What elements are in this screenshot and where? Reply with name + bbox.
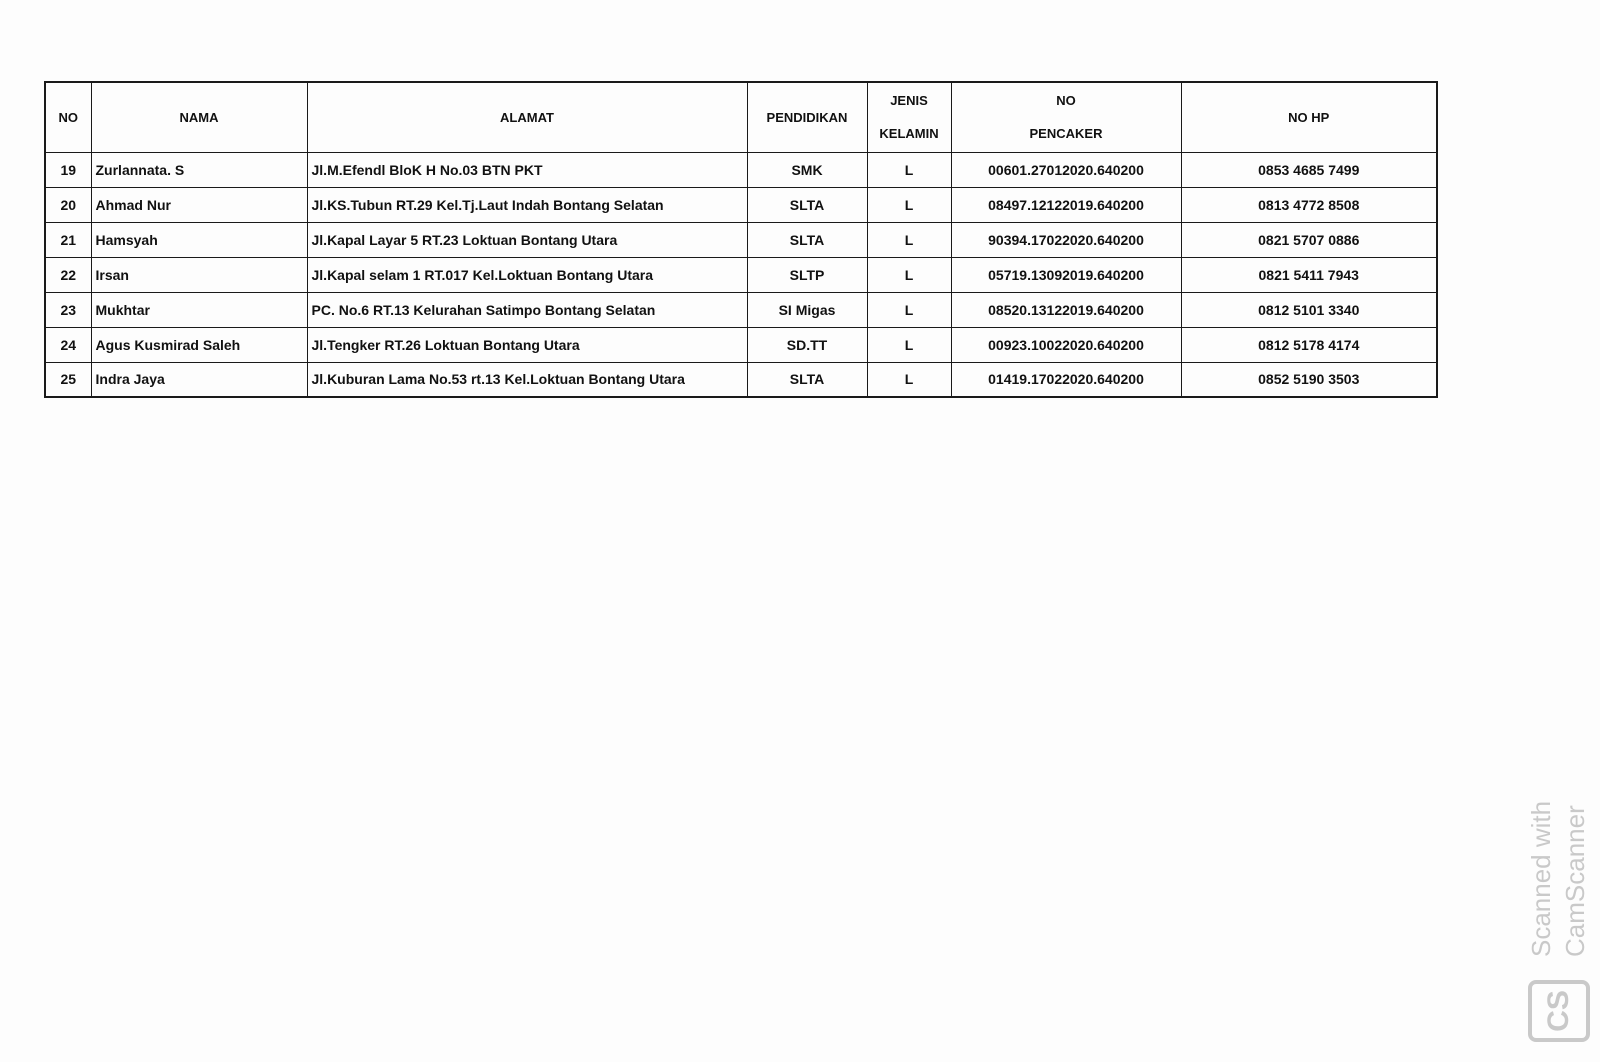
cell-no-pencaker: 08520.13122019.640200 (951, 292, 1181, 327)
applicant-table (44, 81, 1438, 398)
cell-jenis-kelamin: L (867, 362, 951, 397)
cell-no-pencaker: 01419.17022020.640200 (951, 362, 1181, 397)
cell-no-pencaker: 05719.13092019.640200 (951, 257, 1181, 292)
cell-no-pencaker: 90394.17022020.640200 (951, 222, 1181, 257)
cell-alamat: Jl.KS.Tubun RT.29 Kel.Tj.Laut Indah Bontang Selatan (307, 187, 747, 222)
cell-no: 25 (45, 362, 91, 397)
cell-no-pencaker: 00923.10022020.640200 (951, 327, 1181, 362)
cell-no-pencaker: 00601.27012020.640200 (951, 152, 1181, 187)
cell-no: 19 (45, 152, 91, 187)
table-row (45, 362, 1437, 397)
cell-no: 20 (45, 187, 91, 222)
table-row (45, 327, 1437, 362)
header-pendidikan: PENDIDIKAN (747, 82, 867, 152)
table-row (45, 152, 1437, 187)
cell-pendidikan: SLTA (747, 187, 867, 222)
header-no-hp: NO HP (1181, 82, 1437, 152)
cell-pendidikan: SMK (747, 152, 867, 187)
cell-no-hp: 0812 5101 3340 (1181, 292, 1437, 327)
header-nama: NAMA (91, 82, 307, 152)
cell-nama: Hamsyah (91, 222, 307, 257)
cell-alamat: Jl.Tengker RT.26 Loktuan Bontang Utara (307, 327, 747, 362)
cell-no-hp: 0821 5411 7943 (1181, 257, 1437, 292)
cell-nama: Ahmad Nur (91, 187, 307, 222)
cell-nama: Mukhtar (91, 292, 307, 327)
cell-nama: Indra Jaya (91, 362, 307, 397)
cell-alamat: Jl.Kapal Layar 5 RT.23 Loktuan Bontang Utara (307, 222, 747, 257)
cell-pendidikan: SD.TT (747, 327, 867, 362)
cell-jenis-kelamin: L (867, 292, 951, 327)
cell-no: 21 (45, 222, 91, 257)
cell-jenis-kelamin: L (867, 327, 951, 362)
header-jenis-kelamin (867, 82, 951, 152)
watermark-line1: Scanned with (1526, 800, 1556, 957)
cell-nama: Zurlannata. S (91, 152, 307, 187)
cell-no-hp: 0821 5707 0886 (1181, 222, 1437, 257)
header-alamat: ALAMAT (307, 82, 747, 152)
cell-no-hp: 0853 4685 7499 (1181, 152, 1437, 187)
cell-nama: Agus Kusmirad Saleh (91, 327, 307, 362)
header-no-pencaker-line2: PENCAKER (1029, 126, 1103, 142)
cell-alamat: PC. No.6 RT.13 Kelurahan Satimpo Bontang Selatan (307, 292, 747, 327)
table-row (45, 187, 1437, 222)
camscanner-watermark (1518, 767, 1596, 1042)
cell-jenis-kelamin: L (867, 187, 951, 222)
header-no-pencaker (951, 82, 1181, 152)
cell-no: 22 (45, 257, 91, 292)
cell-no-pencaker: 08497.12122019.640200 (951, 187, 1181, 222)
cell-pendidikan: SLTA (747, 362, 867, 397)
header-no-pencaker-line1: NO (1056, 93, 1076, 109)
header-no: NO (45, 82, 91, 152)
table-row (45, 257, 1437, 292)
cell-no-hp: 0852 5190 3503 (1181, 362, 1437, 397)
cell-no: 24 (45, 327, 91, 362)
cell-pendidikan: SI Migas (747, 292, 867, 327)
cell-no: 23 (45, 292, 91, 327)
cell-alamat: Jl.Kuburan Lama No.53 rt.13 Kel.Loktuan Bontang Utara (307, 362, 747, 397)
header-jenis-kelamin-line2: KELAMIN (879, 126, 939, 142)
cell-pendidikan: SLTP (747, 257, 867, 292)
cell-jenis-kelamin: L (867, 222, 951, 257)
table-row (45, 292, 1437, 327)
cell-nama: Irsan (91, 257, 307, 292)
header-row (45, 82, 1437, 152)
watermark-text (1520, 767, 1594, 957)
camscanner-logo-icon: CS (1528, 980, 1590, 1042)
cell-jenis-kelamin: L (867, 152, 951, 187)
cell-pendidikan: SLTA (747, 222, 867, 257)
cell-alamat: Jl.Kapal selam 1 RT.017 Kel.Loktuan Bontang Utara (307, 257, 747, 292)
cell-alamat: Jl.M.Efendl BloK H No.03 BTN PKT (307, 152, 747, 187)
cell-jenis-kelamin: L (867, 257, 951, 292)
cell-no-hp: 0813 4772 8508 (1181, 187, 1437, 222)
table-row (45, 222, 1437, 257)
cell-no-hp: 0812 5178 4174 (1181, 327, 1437, 362)
header-jenis-kelamin-line1: JENIS (890, 93, 928, 109)
applicant-table-container (44, 81, 1436, 398)
watermark-line2: CamScanner (1560, 805, 1590, 957)
